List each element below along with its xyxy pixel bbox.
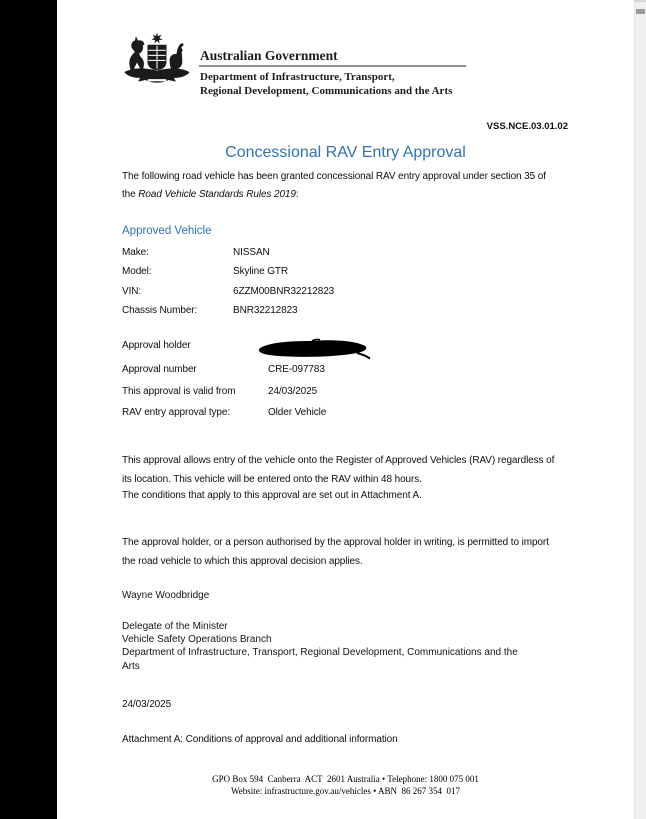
paragraph-line: its location. This vehicle will be entered onto the RAV within 48 hours.: [122, 473, 422, 485]
header-divider-line: [199, 65, 466, 67]
approved-vehicle-heading: Approved Vehicle: [122, 225, 212, 237]
vin-value: 6ZZM00BNR32212823: [233, 285, 335, 297]
document-reference-number: VSS.NCE.03.01.02: [486, 121, 568, 132]
intro-line-2: [122, 186, 546, 204]
page-footer: [57, 774, 634, 797]
paragraph-import-permission: [122, 534, 549, 571]
table-row: [122, 364, 325, 375]
approval-number-label: Approval number: [122, 364, 197, 375]
paragraph-line: This approval allows entry of the vehicle onto the Register of Approved Vehicles (RAV) regardless of: [122, 455, 555, 466]
table-row: [122, 301, 334, 320]
table-row: [122, 282, 334, 301]
signature-date: 24/03/2025: [122, 699, 172, 710]
viewer-left-black-bar: [0, 0, 57, 819]
chassis-number-value: BNR32212823: [233, 304, 298, 316]
table-row: [122, 407, 326, 418]
signatory-name: Wayne Woodbridge: [122, 590, 210, 601]
redacted-approval-holder-scribble: [254, 338, 374, 360]
model-label: Model:: [122, 266, 152, 278]
table-row: [122, 243, 334, 262]
document-page: [57, 0, 634, 819]
intro-line-2-suffix: :: [295, 189, 299, 200]
make-label: Make:: [122, 247, 149, 258]
table-row: [122, 386, 317, 397]
approval-type-value: Older Vehicle: [268, 407, 327, 418]
model-value: Skyline GTR: [233, 266, 289, 278]
footer-website-line: Website: infrastructure.gov.au/vehicles • ABN 86 267 354 017: [230, 785, 461, 796]
table-row: [122, 262, 334, 281]
vin-label: VIN:: [122, 285, 142, 297]
signatory-branch: Vehicle Safety Operations Branch: [122, 634, 272, 646]
make-value: NISSAN: [233, 247, 270, 258]
paragraph-conditions: The conditions that apply to this approval are set out in Attachment A.: [122, 490, 422, 501]
approval-number-value: CRE-097783: [268, 364, 325, 375]
document-title: Concessional RAV Entry Approval: [225, 144, 466, 161]
approval-type-label: RAV entry approval type:: [122, 407, 231, 418]
commonwealth-star: [151, 33, 162, 44]
valid-from-value: 24/03/2025: [268, 386, 318, 397]
paragraph-line: the road vehicle to which this approval decision applies.: [122, 555, 363, 567]
valid-from-label: This approval is valid from: [122, 386, 236, 397]
rules-title-italic: Road Vehicle Standards Rules 2019: [138, 189, 296, 200]
government-title: Australian Government: [200, 48, 338, 63]
paragraph-line: The approval holder, or a person authorised by the approval holder in writing, is permitted to import: [122, 537, 549, 548]
intro-paragraph: [122, 168, 546, 204]
chassis-number-label: Chassis Number:: [122, 304, 198, 316]
intro-line-1: The following road vehicle has been granted concessional RAV entry approval under section 35 of: [122, 171, 546, 182]
intro-line-2-prefix: the: [122, 189, 139, 200]
department-line-1: Department of Infrastructure, Transport,: [200, 71, 395, 83]
signatory-role: Delegate of the Minister: [122, 621, 228, 632]
signatory-department-line: Arts: [122, 660, 140, 672]
approval-holder-label: Approval holder: [122, 340, 191, 351]
paragraph-rav-entry: [122, 452, 554, 489]
signatory-details: [122, 620, 518, 673]
department-line-2: Regional Development, Communications and the Arts: [200, 85, 453, 97]
footer-address-line: GPO Box 594 Canberra ACT 2601 Australia • Telephone: 1800 075 001: [212, 774, 479, 784]
attachment-note: Attachment A: Conditions of approval and additional information: [122, 734, 398, 745]
department-name: [200, 70, 452, 98]
table-row: [122, 340, 268, 351]
australian-coat-of-arms-icon: [118, 31, 196, 89]
signatory-department-line: Department of Infrastructure, Transport, Regional Development, Communications and the: [122, 647, 518, 659]
vertical-scrollbar[interactable]: [634, 2, 646, 819]
vehicle-details-table: [122, 243, 334, 320]
scrollbar-thumb[interactable]: [636, 9, 645, 14]
